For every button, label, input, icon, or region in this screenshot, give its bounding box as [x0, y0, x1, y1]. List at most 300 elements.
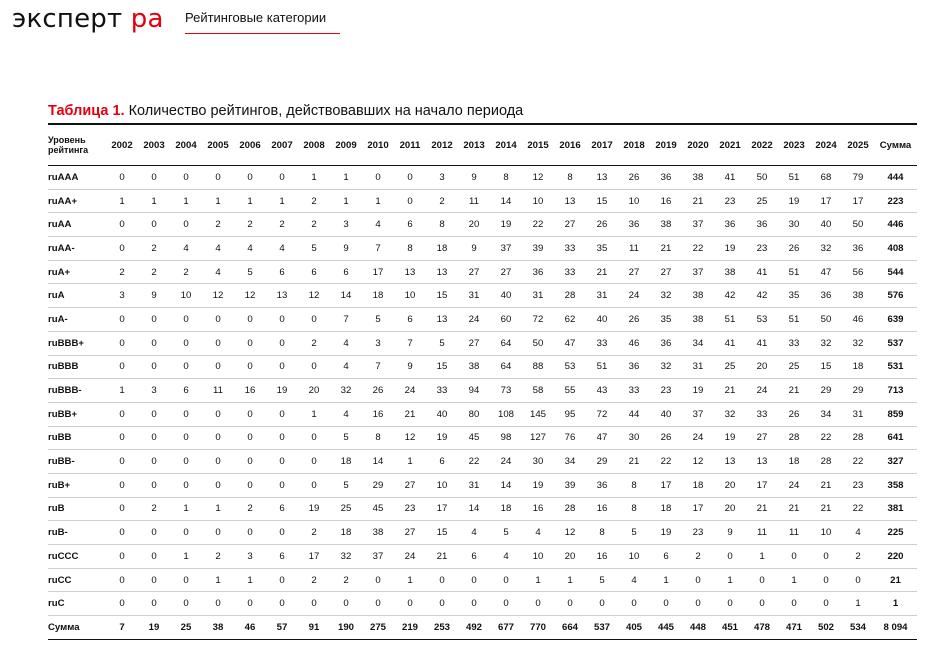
- table-cell: 0: [138, 473, 170, 497]
- table-cell: 15: [810, 355, 842, 379]
- year-header: 2003: [138, 125, 170, 166]
- table-cell: 1: [778, 568, 810, 592]
- table-cell: 5: [426, 331, 458, 355]
- table-cell: 0: [618, 592, 650, 616]
- row-sum-cell: 327: [874, 450, 917, 474]
- table-cell: 36: [746, 213, 778, 237]
- table-cell: 0: [682, 592, 714, 616]
- table-cell: 40: [650, 402, 682, 426]
- table-cell: 0: [458, 568, 490, 592]
- table-cell: 37: [362, 545, 394, 569]
- table-cell: 17: [298, 545, 330, 569]
- table-cell: 19: [682, 379, 714, 403]
- table-cell: 32: [810, 237, 842, 261]
- table-cell: 40: [810, 213, 842, 237]
- table-cell: 22: [810, 426, 842, 450]
- table-cell: 6: [266, 545, 298, 569]
- year-header: 2011: [394, 125, 426, 166]
- table-cell: 0: [298, 426, 330, 450]
- table-cell: 26: [618, 308, 650, 332]
- rating-level-label: ruBB: [48, 426, 106, 450]
- table-cell: 0: [778, 592, 810, 616]
- table-cell: 6: [394, 308, 426, 332]
- table-cell: 219: [394, 616, 426, 640]
- rating-level-label: ruA-: [48, 308, 106, 332]
- table-cell: 664: [554, 616, 586, 640]
- table-cell: 51: [778, 308, 810, 332]
- table-cell: 44: [618, 402, 650, 426]
- table-cell: 0: [842, 568, 874, 592]
- table-cell: 7: [106, 616, 138, 640]
- table-cell: 25: [746, 189, 778, 213]
- table-cell: 45: [458, 426, 490, 450]
- table-cell: 38: [202, 616, 234, 640]
- expert-ra-logo[interactable]: [12, 2, 164, 36]
- table-cell: 5: [330, 426, 362, 450]
- table-cell: 9: [330, 237, 362, 261]
- table-cell: 3: [426, 166, 458, 190]
- table-cell: 40: [426, 402, 458, 426]
- table-cell: 23: [394, 497, 426, 521]
- table-cell: 21: [650, 237, 682, 261]
- table-cell: 451: [714, 616, 746, 640]
- table-cell: 15: [426, 521, 458, 545]
- table-cell: 35: [586, 237, 618, 261]
- table-cell: 2: [266, 213, 298, 237]
- table-cell: 0: [138, 355, 170, 379]
- table-cell: 0: [170, 521, 202, 545]
- table-cell: 21: [778, 497, 810, 521]
- table-cell: 1: [298, 402, 330, 426]
- table-cell: 19: [298, 497, 330, 521]
- table-cell: 28: [842, 426, 874, 450]
- table-cell: 13: [394, 260, 426, 284]
- row-sum-cell: 225: [874, 521, 917, 545]
- table-cell: 26: [362, 379, 394, 403]
- table-cell: 98: [490, 426, 522, 450]
- table-cell: 677: [490, 616, 522, 640]
- row-sum-cell: 223: [874, 189, 917, 213]
- table-cell: 17: [746, 473, 778, 497]
- table-cell: 23: [842, 473, 874, 497]
- table-cell: 11: [778, 521, 810, 545]
- table-cell: 33: [746, 402, 778, 426]
- row-sum-cell: 544: [874, 260, 917, 284]
- table-cell: 3: [138, 379, 170, 403]
- table-cell: 1: [202, 189, 234, 213]
- table-cell: 145: [522, 402, 554, 426]
- table-cell: 4: [362, 213, 394, 237]
- table-cell: 0: [106, 521, 138, 545]
- table-cell: 33: [586, 331, 618, 355]
- table-cell: 64: [490, 355, 522, 379]
- rating-level-label: ruB+: [48, 473, 106, 497]
- table-cell: 12: [522, 166, 554, 190]
- table-cell: 5: [490, 521, 522, 545]
- table-cell: 7: [362, 355, 394, 379]
- table-cell: 5: [362, 308, 394, 332]
- table-cell: 18: [778, 450, 810, 474]
- table-cell: 36: [714, 213, 746, 237]
- table-cell: 12: [554, 521, 586, 545]
- table-cell: 0: [106, 497, 138, 521]
- table-cell: 17: [362, 260, 394, 284]
- row-sum-cell: 641: [874, 426, 917, 450]
- table-cell: 42: [746, 284, 778, 308]
- year-header: 2012: [426, 125, 458, 166]
- table-cell: 22: [522, 213, 554, 237]
- table-cell: 0: [714, 545, 746, 569]
- table-cell: 0: [106, 568, 138, 592]
- table-cell: 36: [650, 166, 682, 190]
- table-cell: 5: [234, 260, 266, 284]
- table-cell: 60: [490, 308, 522, 332]
- table-cell: 8: [618, 497, 650, 521]
- table-cell: 27: [618, 260, 650, 284]
- table-cell: 0: [202, 473, 234, 497]
- year-header: 2006: [234, 125, 266, 166]
- table-cell: 0: [234, 308, 266, 332]
- table-cell: 28: [554, 497, 586, 521]
- table-cell: 11: [746, 521, 778, 545]
- table-cell: 0: [650, 592, 682, 616]
- table-cell: 24: [458, 308, 490, 332]
- table-cell: 24: [394, 379, 426, 403]
- table-cell: 21: [778, 379, 810, 403]
- table-cell: 0: [106, 592, 138, 616]
- table-cell: 5: [330, 473, 362, 497]
- table-cell: 6: [458, 545, 490, 569]
- table-cell: 13: [554, 189, 586, 213]
- table-cell: 47: [554, 331, 586, 355]
- table-cell: 11: [458, 189, 490, 213]
- table-cell: 0: [426, 568, 458, 592]
- table-cell: 0: [106, 426, 138, 450]
- table-cell: 7: [394, 331, 426, 355]
- table-cell: 36: [810, 284, 842, 308]
- table-cell: 0: [266, 426, 298, 450]
- table-cell: 0: [266, 402, 298, 426]
- table-cell: 4: [330, 355, 362, 379]
- table-cell: 0: [234, 426, 266, 450]
- table-cell: 0: [266, 568, 298, 592]
- table-cell: 51: [778, 260, 810, 284]
- table-cell: 0: [170, 473, 202, 497]
- sum-header: Сумма: [874, 125, 917, 166]
- table-cell: 0: [106, 166, 138, 190]
- table-cell: 0: [298, 355, 330, 379]
- rating-level-label: ruC: [48, 592, 106, 616]
- table-cell: 13: [714, 450, 746, 474]
- table-cell: 0: [106, 450, 138, 474]
- table-cell: 0: [586, 592, 618, 616]
- table-cell: 19: [138, 616, 170, 640]
- year-header: 2025: [842, 125, 874, 166]
- table-cell: 47: [810, 260, 842, 284]
- table-cell: 50: [522, 331, 554, 355]
- table-cell: 28: [778, 426, 810, 450]
- table-cell: 0: [778, 545, 810, 569]
- table-cell: 1: [330, 166, 362, 190]
- table-cell: 2: [842, 545, 874, 569]
- table-cell: 6: [426, 450, 458, 474]
- table-cell: 0: [266, 308, 298, 332]
- table-cell: 36: [842, 237, 874, 261]
- rating-level-label: ruAA: [48, 213, 106, 237]
- row-sum-cell: 408: [874, 237, 917, 261]
- table-cell: 1: [394, 450, 426, 474]
- table-cell: 0: [138, 545, 170, 569]
- row-sum-cell: 444: [874, 166, 917, 190]
- table-cell: 38: [458, 355, 490, 379]
- table-cell: 8: [426, 213, 458, 237]
- table-cell: 0: [138, 592, 170, 616]
- table-row: [48, 592, 917, 616]
- table-cell: 445: [650, 616, 682, 640]
- table-cell: 0: [138, 521, 170, 545]
- table-cell: 27: [746, 426, 778, 450]
- table-cell: 0: [266, 331, 298, 355]
- table-cell: 2: [298, 568, 330, 592]
- year-header: 2002: [106, 125, 138, 166]
- table-cell: 1: [170, 545, 202, 569]
- table-cell: 20: [714, 473, 746, 497]
- logo-word-expert: эксперт: [12, 4, 123, 34]
- table-cell: 2: [298, 521, 330, 545]
- table-cell: 25: [170, 616, 202, 640]
- table-cell: 4: [458, 521, 490, 545]
- table-cell: 39: [522, 237, 554, 261]
- table-cell: 41: [746, 260, 778, 284]
- year-header: 2017: [586, 125, 618, 166]
- table-cell: 24: [682, 426, 714, 450]
- row-sum-cell: 859: [874, 402, 917, 426]
- table-cell: 16: [650, 189, 682, 213]
- tab-rating-categories[interactable]: Рейтинговые категории: [185, 10, 340, 34]
- table-cell: 43: [586, 379, 618, 403]
- table-row: [48, 308, 917, 332]
- table-cell: 4: [490, 545, 522, 569]
- table-cell: 0: [298, 592, 330, 616]
- table-cell: 38: [682, 166, 714, 190]
- table-cell: 91: [298, 616, 330, 640]
- table-cell: 0: [138, 426, 170, 450]
- rating-level-label: ruA: [48, 284, 106, 308]
- table-cell: 4: [170, 237, 202, 261]
- table-cell: 12: [394, 426, 426, 450]
- table-cell: 1: [234, 189, 266, 213]
- table-cell: 2: [234, 497, 266, 521]
- row-sum-cell: 220: [874, 545, 917, 569]
- table-cell: 17: [650, 473, 682, 497]
- table-cell: 9: [458, 166, 490, 190]
- table-cell: 28: [554, 284, 586, 308]
- year-header: 2013: [458, 125, 490, 166]
- year-header: 2004: [170, 125, 202, 166]
- table-cell: 0: [458, 592, 490, 616]
- table-cell: 8: [362, 426, 394, 450]
- table-cell: 37: [490, 237, 522, 261]
- table-cell: 53: [746, 308, 778, 332]
- table-cell: 190: [330, 616, 362, 640]
- table-cell: 57: [266, 616, 298, 640]
- table-cell: 12: [234, 284, 266, 308]
- table-cell: 0: [138, 402, 170, 426]
- table-cell: 2: [426, 189, 458, 213]
- table-cell: 10: [618, 545, 650, 569]
- table-cell: 79: [842, 166, 874, 190]
- table-row: [48, 260, 917, 284]
- rating-level-label: ruA+: [48, 260, 106, 284]
- table-row: [48, 426, 917, 450]
- table-cell: 35: [650, 308, 682, 332]
- logo-word-ra: ра: [130, 4, 164, 34]
- table-cell: 534: [842, 616, 874, 640]
- table-cell: 31: [586, 284, 618, 308]
- table-cell: 21: [618, 450, 650, 474]
- row-sum-cell: 446: [874, 213, 917, 237]
- table-cell: 53: [554, 355, 586, 379]
- table-cell: 8: [554, 166, 586, 190]
- table-cell: 0: [106, 331, 138, 355]
- table-cell: 0: [106, 473, 138, 497]
- table-cell: 30: [618, 426, 650, 450]
- table-cell: 5: [586, 568, 618, 592]
- table-cell: 537: [586, 616, 618, 640]
- table-cell: 0: [394, 592, 426, 616]
- rating-level-label: ruCCC: [48, 545, 106, 569]
- table-cell: 50: [810, 308, 842, 332]
- table-cell: 2: [106, 260, 138, 284]
- row-sum-cell: 576: [874, 284, 917, 308]
- table-cell: 29: [810, 379, 842, 403]
- table-cell: 4: [202, 237, 234, 261]
- table-cell: 3: [234, 545, 266, 569]
- table-cell: 4: [330, 331, 362, 355]
- table-cell: 502: [810, 616, 842, 640]
- table-cell: 6: [394, 213, 426, 237]
- table-cell: 0: [682, 568, 714, 592]
- table-cell: 9: [394, 355, 426, 379]
- table-cell: 76: [554, 426, 586, 450]
- table-cell: 17: [682, 497, 714, 521]
- year-header: 2007: [266, 125, 298, 166]
- table-cell: 21: [426, 545, 458, 569]
- table-cell: 1: [522, 568, 554, 592]
- table-cell: 0: [202, 426, 234, 450]
- table-cell: 0: [202, 166, 234, 190]
- table-cell: 18: [490, 497, 522, 521]
- table-cell: 0: [202, 355, 234, 379]
- table-cell: 14: [490, 189, 522, 213]
- table-cell: 4: [522, 521, 554, 545]
- table-cell: 24: [490, 450, 522, 474]
- table-cell: 18: [330, 521, 362, 545]
- table-cell: 55: [554, 379, 586, 403]
- table-cell: 32: [330, 379, 362, 403]
- table-cell: 6: [330, 260, 362, 284]
- table-cell: 0: [234, 592, 266, 616]
- row-sum-cell: 639: [874, 308, 917, 332]
- table-cell: 0: [138, 450, 170, 474]
- row-sum-cell: 531: [874, 355, 917, 379]
- table-cell: 2: [202, 213, 234, 237]
- year-header: 2021: [714, 125, 746, 166]
- table-cell: 0: [170, 308, 202, 332]
- table-cell: 0: [266, 473, 298, 497]
- year-header: 2010: [362, 125, 394, 166]
- table-row: [48, 213, 917, 237]
- table-cell: 0: [330, 592, 362, 616]
- table-cell: 1: [106, 379, 138, 403]
- table-cell: 16: [234, 379, 266, 403]
- table-cell: 34: [682, 331, 714, 355]
- table-cell: 2: [138, 260, 170, 284]
- row-sum-cell: 381: [874, 497, 917, 521]
- table-cell: 38: [682, 308, 714, 332]
- table-cell: 0: [234, 450, 266, 474]
- table-cell: 16: [362, 402, 394, 426]
- table-cell: 0: [138, 166, 170, 190]
- year-header: 2009: [330, 125, 362, 166]
- table-cell: 12: [682, 450, 714, 474]
- table-cell: 62: [554, 308, 586, 332]
- table-cell: 6: [266, 260, 298, 284]
- year-header: 2019: [650, 125, 682, 166]
- table-cell: 18: [682, 473, 714, 497]
- table-cell: 80: [458, 402, 490, 426]
- table-cell: 12: [202, 284, 234, 308]
- table-cell: 72: [586, 402, 618, 426]
- table-cell: 6: [266, 497, 298, 521]
- table-cell: 22: [458, 450, 490, 474]
- table-cell: 0: [106, 237, 138, 261]
- table-cell: 1: [170, 497, 202, 521]
- table-cell: 38: [650, 213, 682, 237]
- table-cell: 22: [650, 450, 682, 474]
- table-cell: 64: [490, 331, 522, 355]
- table-cell: 33: [778, 331, 810, 355]
- table-title-number: Таблица 1.: [48, 103, 125, 119]
- table-cell: 94: [458, 379, 490, 403]
- table-cell: 51: [586, 355, 618, 379]
- table-cell: 5: [618, 521, 650, 545]
- row-sum-cell: 1: [874, 592, 917, 616]
- table-row: [48, 497, 917, 521]
- table-cell: 0: [490, 592, 522, 616]
- table-row: [48, 166, 917, 190]
- table-header-row: [48, 125, 917, 166]
- table-cell: 492: [458, 616, 490, 640]
- table-row: [48, 379, 917, 403]
- table-cell: 0: [170, 355, 202, 379]
- table-cell: 10: [426, 473, 458, 497]
- table-cell: 1: [202, 568, 234, 592]
- table-cell: 33: [426, 379, 458, 403]
- table-cell: 34: [554, 450, 586, 474]
- rating-level-label: ruB: [48, 497, 106, 521]
- table-cell: 1: [554, 568, 586, 592]
- year-header: 2015: [522, 125, 554, 166]
- ratings-table: [48, 125, 917, 640]
- table-cell: 1: [330, 189, 362, 213]
- table-cell: 13: [586, 166, 618, 190]
- table-cell: 27: [394, 473, 426, 497]
- table-cell: 0: [522, 592, 554, 616]
- table-cell: 47: [586, 426, 618, 450]
- table-cell: 31: [458, 473, 490, 497]
- table-cell: 2: [298, 189, 330, 213]
